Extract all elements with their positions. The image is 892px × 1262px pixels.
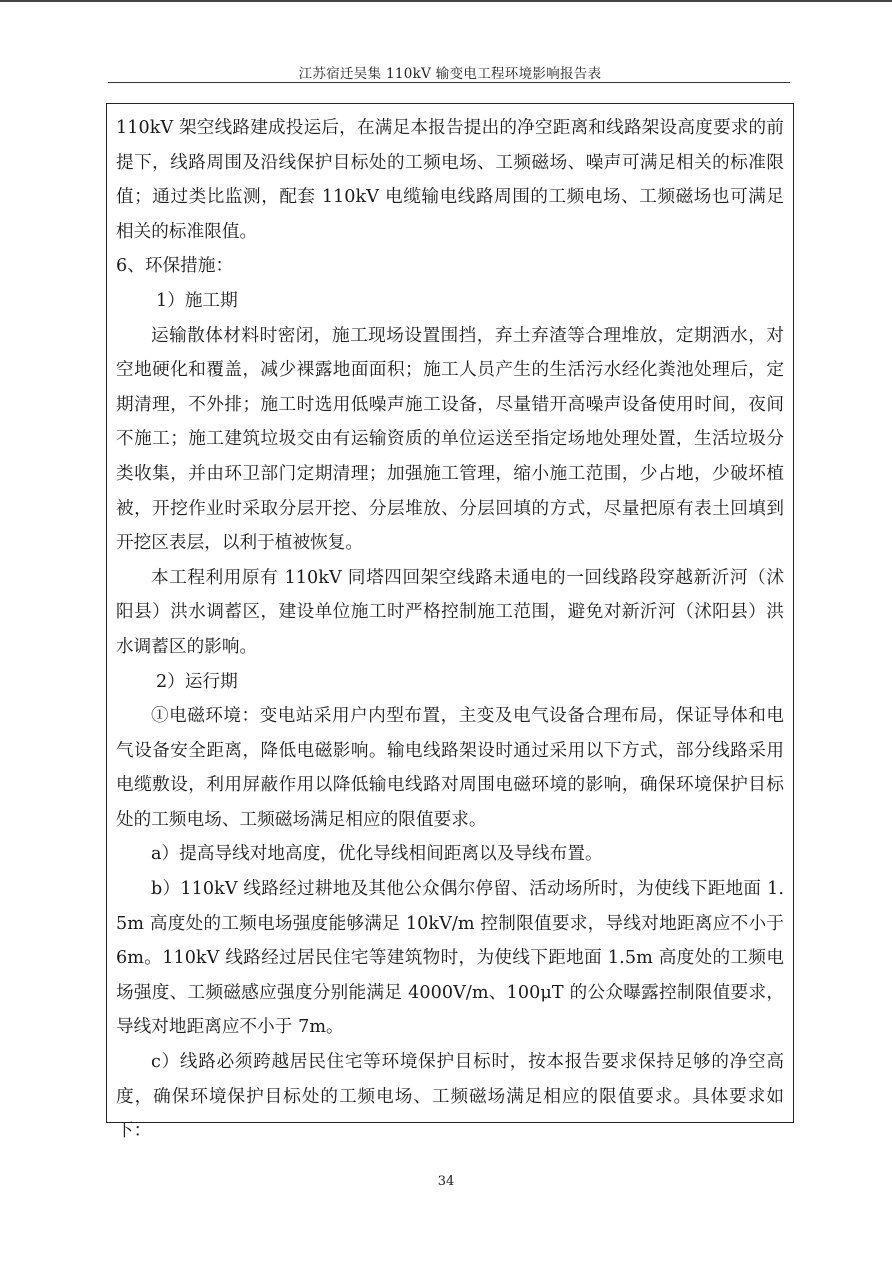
subheading-operation-period: 2）运行期 [156,671,238,692]
flood-storage-area-paragraph: 本工程利用原有 110kV 同塔四回架空线路未通电的一回线路段穿越新沂河（沭阳县）洪水调蓄区，建设单位施工时严格控制施工范围，避免对新沂河（沭阳县）洪水调蓄区的影响。 [116,567,784,657]
report-header-title: 江苏宿迁吴集 110kV 输变电工程环境影响报告表 [298,66,602,82]
report-content-box [106,103,794,1142]
measure-item-c: c）线路必须跨越居民住宅等环境保护目标时，按本报告要求保持足够的净空高度，确保环境保护目标处的工频电场、工频磁场满足相应的限值要求。具体要求如下： [116,1052,784,1142]
construction-measures-paragraph: 运输散体材料时密闭，施工现场设置围挡，弃土弃渣等合理堆放，定期洒水，对空地硬化和覆盖，减少裸露地面面积；施工人员产生的生活污水经化粪池处理后，定期清理，不外排；施工时选用低噪声施工设备，尽量错开高噪声设备使用时间，夜间不施工；施工建筑垃圾交由有运输资质的单位运送至指定场地处理处置，生活垃圾分类收集，并由环卫部门定期清理；加强施工管理，缩小施工范围，少占地，少破坏植被，开挖作业时采取分层开挖、分层堆放、分层回填的方式，尽量把原有表土回填到开挖区表层，以利于植被恢复。 [116,325,784,554]
page-number: 34 [437,1174,455,1189]
page-top-border [0,0,892,2]
measure-item-a: a）提高导线对地高度，优化导线相间距离以及导线布置。 [151,844,603,865]
section-heading-environmental-measures: 6、环保措施： [116,256,234,277]
measure-item-b: b）110kV 线路经过耕地及其他公众偶尔停留、活动场所时，为使线下距地面 1.5m 高度处的工频电场强度能够满足 10kV/m 控制限值要求，导线对地距离应不小于 6m。110kV 线路经过居民住宅等建筑物时，为使线下距地面 1.5m 高度处的工频电场强度、工频磁感应强度分别能满足 4000V/m、100μT 的公众曝露控制限值要求，导线对地距离应不小于 7m。 [116,879,784,1038]
header-underline [108,82,790,83]
conclusion-paragraph: 110kV 架空线路建成投运后，在满足本报告提出的净空距离和线路架设高度要求的前提下，线路周围及沿线保护目标处的工频电场、工频磁场、噪声可满足相关的标准限值；通过类比监测，配套 110kV 电缆输电线路周围的工频电场、工频磁场也可满足相关的标准限值。 [116,118,784,242]
subheading-construction-period: 1）施工期 [156,290,238,311]
electromagnetic-environment-paragraph: ①电磁环境：变电站采用户内型布置，主变及电气设备合理布局，保证导体和电气设备安全距离，降低电磁影响。输电线路架设时通过采用以下方式，部分线路采用电缆敷设，利用屏蔽作用以降低输电线路对周围电磁环境的影响，确保环境保护目标处的工频电场、工频磁场满足相应的限值要求。 [116,706,784,830]
